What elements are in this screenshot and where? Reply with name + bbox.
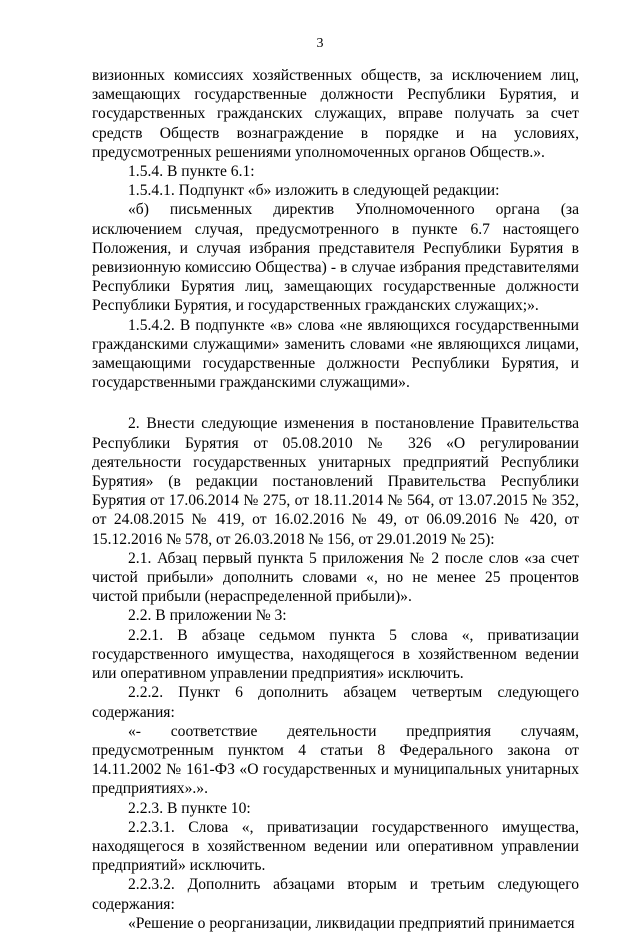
- paragraph-7: 2.1. Абзац первый пункта 5 приложения № 2 после слов «за счет чистой прибыли» дополнить словами «, но не менее 25 процентов чистой прибыли (нераспределенной прибыли)».: [92, 549, 579, 606]
- paragraph-12: 2.2.3. В пункте 10:: [128, 799, 251, 817]
- paragraph-2: 1.5.4. В пункте 6.1:: [128, 163, 255, 181]
- paragraph-gap: [92, 392, 579, 414]
- paragraph-14: 2.2.3.2. Дополнить абзацами вторым и третьим следующего содержания:: [92, 876, 579, 913]
- page-number: 3: [316, 36, 324, 51]
- document-body: [92, 66, 579, 933]
- paragraph-10: 2.2.2. Пункт 6 дополнить абзацем четвертым следующего содержания:: [92, 684, 579, 721]
- paragraph-3: 1.5.4.1. Подпункт «б» изложить в следующей редакции:: [128, 182, 500, 200]
- paragraph-4: «б) письменных директив Уполномоченного органа (за исключением случая, предусмотренного в пункте 6.7 настоящего Положения, и случая избрания представителя Республики Бурятия в ревизионную комиссию Общества) - в случае избрания представителями Республики Бурятия лиц, замещающих государственные должности Республики Бурятия, и государственных гражданских служащих;».: [92, 201, 579, 315]
- paragraph-15: «Решение о реорганизации, ликвидации предприятий принимается: [128, 914, 575, 932]
- paragraph-9: 2.2.1. В абзаце седьмом пункта 5 слова «, приватизации государственного имущества, находящегося в хозяйственном ведении или оперативном управлении предприятия» исключить.: [92, 626, 579, 683]
- paragraph-8: 2.2. В приложении № 3:: [128, 607, 287, 625]
- paragraph-5: 1.5.4.2. В подпункте «в» слова «не являющихся государственными гражданскими служащими» заменить словами «не являющихся лицами, замещающими государственные должности Республики Бурятия, и государственными гражданскими служащими».: [92, 316, 579, 392]
- paragraph-6: 2. Внести следующие изменения в постановление Правительства Республики Бурятия от 05.08.2010 № 326 «О регулировании деятельности государственных унитарных предприятий Республики Бурятия» (в редакции постановлений Правительства Республики Бурятия от 17.06.2014 № 275, от 18.11.2014 № 564, от 13.07.2015 № 352, от 24.08.2015 № 419, от 16.02.2016 № 49, от 06.09.2016 № 420, от 15.12.2016 № 578, от 26.03.2018 № 156, от 29.01.2019 № 25):: [92, 415, 579, 548]
- paragraph-1: визионных комиссиях хозяйственных обществ, за исключением лиц, замещающих государственные должности Республики Бурятия, и государственных гражданских служащих, вправе получать за счет средств Обществ вознаграждение в порядке и на условиях, предусмотренных решениями уполномоченных органов Обществ.».: [92, 67, 579, 161]
- paragraph-11: «- соответствие деятельности предприятия случаям, предусмотренным пунктом 4 статьи 8 Федерального закона от 14.11.2002 № 161-ФЗ «О государственных и муниципальных унитарных предприятиях».».: [92, 722, 579, 798]
- paragraph-13: 2.2.3.1. Слова «, приватизации государственного имущества, находящегося в хозяйственном ведении или оперативном управлении предприятий» исключить.: [92, 818, 579, 875]
